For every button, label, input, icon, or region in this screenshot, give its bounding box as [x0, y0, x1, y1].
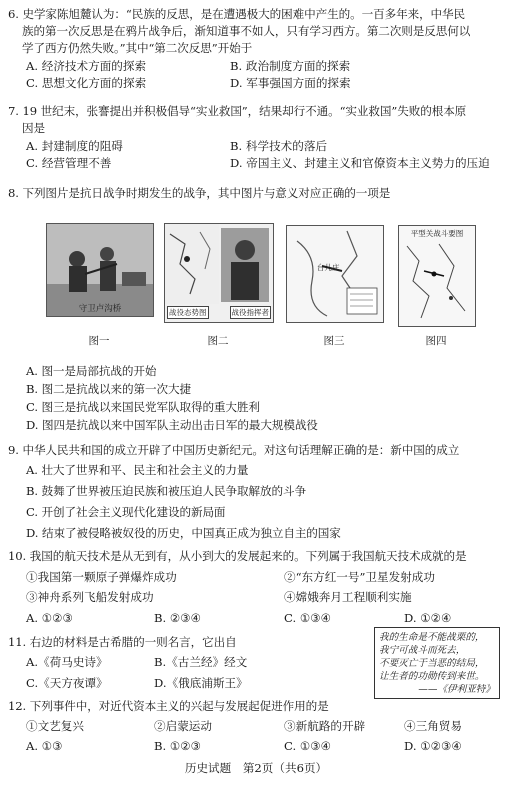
q11-option-d[interactable]: D.《俄底浦斯王》	[154, 676, 248, 690]
q11-stem: 11. 右边的材料是古希腊的一则名言，它出自	[8, 635, 237, 649]
q11-quote-box	[374, 627, 500, 699]
q7-option-a[interactable]: A. 封建制度的阻碍	[26, 139, 123, 153]
q12-option-c[interactable]: C. ①③④	[284, 739, 332, 753]
q10-item-3: ③神舟系列飞船发射成功	[26, 590, 154, 604]
figure-2-caption: 图二	[207, 335, 229, 347]
q10-stem: 10. 我国的航天技术是从无到有，从小到大的发展起来的。下列属于我国航天技术成就的是	[8, 549, 467, 563]
q8-figures	[0, 223, 512, 353]
quote-line: 不要灭亡于当恶的结局，	[379, 658, 485, 669]
q8-option-b[interactable]: B. 图二是抗战以来的第一次大捷	[26, 382, 192, 396]
figure-4-caption: 图四	[425, 335, 447, 347]
q12-option-b[interactable]: B. ①②③	[154, 739, 202, 753]
figure-1-inner-label: 守卫卢沟桥	[78, 304, 122, 314]
figure-4-inner-label: 平型关战斗要图	[410, 229, 464, 238]
q6-stem-line-3: 学了西方仍然失败。”其中“第二次反思”开始于	[22, 41, 253, 55]
quote-line: 让生者的功勋传到来世。	[379, 671, 485, 682]
figure-2-map	[164, 223, 274, 323]
q11-option-c[interactable]: C.《天方夜谭》	[26, 676, 108, 690]
q12-item-1: ①文艺复兴	[26, 719, 84, 733]
q11-option-b[interactable]: B.《古兰经》经文	[154, 655, 248, 669]
q12-stem: 12. 下列事件中，对近代资本主义的兴起与发展起促进作用的是	[8, 699, 329, 713]
quote-line: 我宁可战斗而死去，	[379, 645, 466, 656]
q12-item-2: ②启蒙运动	[154, 719, 212, 733]
pingxingguan-map-icon	[399, 226, 475, 326]
q10-option-d[interactable]: D. ①②④	[404, 611, 452, 625]
q6-option-c[interactable]: C. 思想文化方面的探索	[26, 76, 147, 90]
figure-4-map	[398, 225, 476, 327]
figure-1-photo	[46, 223, 154, 317]
q12-item-4: ④三角贸易	[404, 719, 462, 733]
q6-option-b[interactable]: B. 政治制度方面的探索	[230, 59, 351, 73]
q10-item-2: ②“东方红一号”卫星发射成功	[284, 570, 435, 584]
q8-option-a[interactable]: A. 图一是局部抗战的开始	[26, 364, 157, 378]
q9-option-a[interactable]: A. 壮大了世界和平、民主和社会主义的力量	[26, 463, 249, 477]
q8-option-c[interactable]: C. 图三是抗战以来国民党军队取得的重大胜利	[26, 400, 260, 414]
q8-option-d[interactable]: D. 图四是抗战以来中国军队主动出击日军的最大规模战役	[26, 418, 318, 432]
quote-source: ——《伊利亚特》	[418, 684, 495, 695]
quote-line: 我的生命是不能战栗的，	[379, 632, 485, 643]
q12-item-3: ③新航路的开辟	[284, 719, 366, 733]
q9-option-b[interactable]: B. 鼓舞了世界被压迫民族和被压迫人民争取解放的斗争	[26, 484, 306, 498]
q10-option-b[interactable]: B. ②③④	[154, 611, 202, 625]
page-footer: 历史试题 第2页（共6页）	[184, 761, 328, 775]
q12-option-d[interactable]: D. ①②③④	[404, 739, 462, 753]
q9-option-c[interactable]: C. 开创了社会主义现代化建设的新局面	[26, 505, 226, 519]
q12-option-a[interactable]: A. ①③	[26, 739, 63, 753]
q7-option-d[interactable]: D. 帝国主义、封建主义和官僚资本主义势力的压迫	[230, 156, 490, 170]
q11-option-a[interactable]: A.《荷马史诗》	[26, 655, 108, 669]
q10-item-1: ①我国第一颗原子弹爆炸成功	[26, 570, 177, 584]
figure-3-caption: 图三	[323, 335, 345, 347]
q6-stem-line-2: 族的第一次反思是在鸦片战争后，渐知道事不如人，只有学习西方。第二次则是反思何以	[22, 24, 471, 38]
taierzhuang-map-icon	[287, 226, 383, 322]
q7-option-b[interactable]: B. 科学技术的落后	[230, 139, 328, 153]
q10-option-c[interactable]: C. ①③④	[284, 611, 332, 625]
q8-stem: 8. 下列图片是抗日战争时期发生的战争，其中图片与意义对应正确的一项是	[8, 186, 391, 200]
figure-3-map	[286, 225, 384, 323]
figure-1-caption: 图一	[88, 335, 110, 347]
q7-option-c[interactable]: C. 经营管理不善	[26, 156, 112, 170]
q6-stem-line-1: 6. 史学家陈旭麓认为：“民族的反思，是在遭遇极大的困难中产生的。一百多年来，中华民	[8, 7, 466, 21]
q7-stem-line-1: 7. 19 世纪末，张謇提出并积极倡导“实业救国”，结果却行不通。“实业救国”失败的根本原	[8, 104, 467, 118]
q6-option-d[interactable]: D. 军事强国方面的探索	[230, 76, 351, 90]
figure-3-inner-label: 台儿庄	[317, 263, 340, 272]
q9-option-d[interactable]: D. 结束了被侵略被奴役的历史，中国真正成为独立自主的国家	[26, 526, 341, 540]
q10-item-4: ④嫦娥奔月工程顺利实施	[284, 590, 412, 604]
q7-stem-line-2: 因是	[22, 121, 45, 135]
figure-2-inner-label-2: 战役指挥者	[231, 308, 269, 317]
figure-2-inner-label-1: 战役态势图	[169, 308, 207, 317]
q9-stem: 9. 中华人民共和国的成立开辟了中国历史新纪元。对这句话理解正确的是：新中国的成立	[8, 443, 460, 457]
q10-option-a[interactable]: A. ①②③	[26, 611, 73, 625]
q6-option-a[interactable]: A. 经济技术方面的探索	[26, 59, 147, 73]
